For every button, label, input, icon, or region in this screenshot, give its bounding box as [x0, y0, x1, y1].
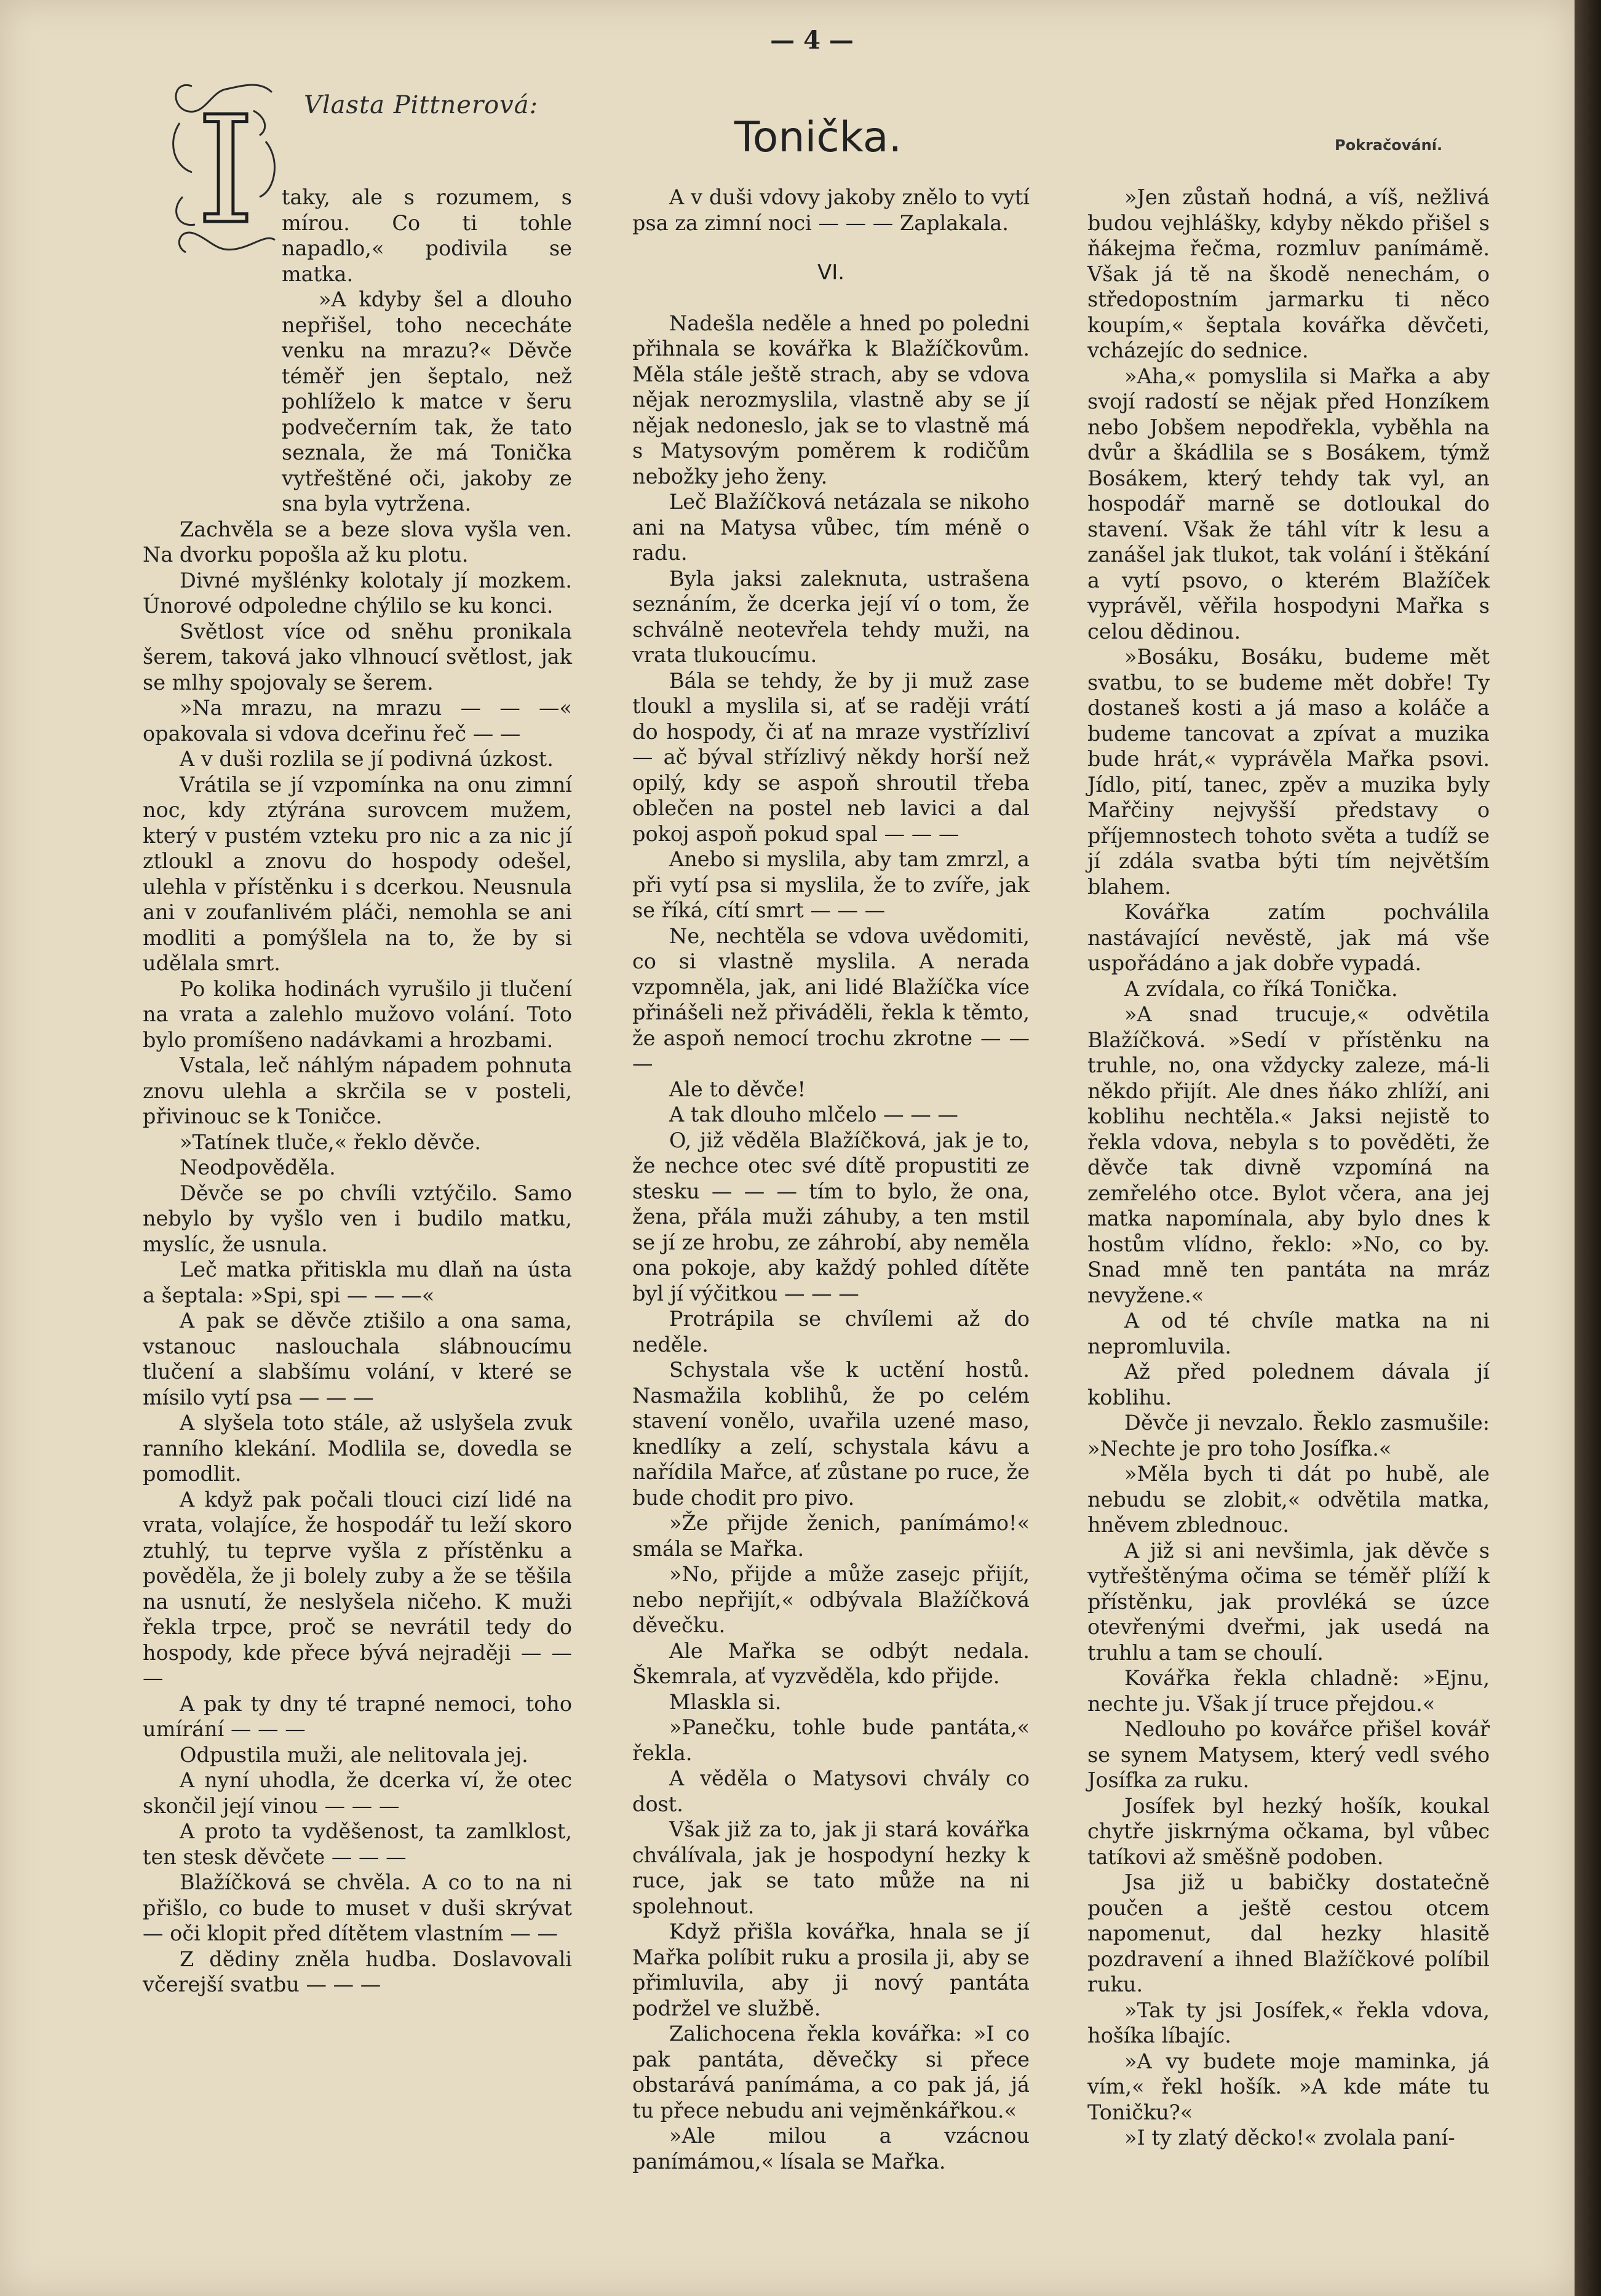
paragraph: »Aha,« pomyslila si Mařka a aby svojí radostí se nějak před Honzíkem nebo Jobšem nepodřekla, vyběhla na dvůr a škádlila se s Bosákem, týmž Bosákem, který tehdy tak vyl, an hospodář marně se dotloukal do stavení. Však že táhl vítr k lesu a zanášel jak tlukot, tak volání i štěkání a vytí psovo, o kterém Blažíček vyprávěl, věřila hospodyni Mařka s celou dědinou. [1087, 364, 1490, 644]
paragraph: A proto ta vyděšenost, ta zamlklost, ten stesk děvčete — — — [143, 1819, 572, 1869]
paragraph: Bála se tehdy, že by ji muž zase tloukl a myslila si, ať se raději vrátí do hospody, či ať na mraze vystřízliví — ač býval střízlivý někdy horší než opilý, kdy se aspoň shroutil třeba oblečen na postel neb lavici a dal pokoj aspoň pokud spal — — — [632, 668, 1030, 846]
paragraph: Až před polednem dávala jí koblihu. [1087, 1360, 1490, 1409]
paragraph: O, již věděla Blažíčková, jak je to, že nechce otec své dítě propustiti ze stesku — — — tím to bylo, že ona, žena, přála muži záhuby, a ten mstil se jí ze hrobu, ze záhrobí, aby neměla ona pokoje, aby každý pohled dítěte byl jí výčitkou — — — [632, 1128, 1030, 1305]
paragraph: »No, přijde a může zasejc přijít, nebo nepřijít,« odbývala Blažíčková děvečku. [632, 1562, 1030, 1637]
paragraph: Anebo si myslila, aby tam zmrzl, a při vytí psa si myslila, že to zvíře, jak se říká, cítí smrt — — — [632, 847, 1030, 922]
text-column-2 [632, 185, 1030, 2174]
paragraph: Nedlouho po kovářce přišel kovář se synem Matysem, který vedl svého Josífka za ruku. [1087, 1717, 1490, 1792]
paragraph: »I ty zlatý děcko!« zvolala paní- [1124, 2126, 1455, 2150]
paragraph: Děvče se po chvíli vztýčilo. Samo nebylo by vyšlo ven i budilo matku, myslíc, že usnula. [143, 1181, 572, 1256]
paragraph: A od té chvíle matka na ni nepromluvila. [1087, 1309, 1490, 1358]
paragraph: Ne, nechtěla se vdova uvědomiti, co si vlastně myslila. A nerada vzpomněla, jak, ani lidé Blažíčka více přinášeli než přiváděli, řekla k těmto, že aspoň nemocí trochu zkrotne — — — [632, 923, 1030, 1075]
paragraph: »Panečku, tohle bude pantáta,« řekla. [632, 1715, 1030, 1765]
paragraph: A již si ani nevšimla, jak děvče s vytřeštěnýma očima se téměř plíží k přístěnku, jak provléká se úzce otevřenými dveřmi, jak usedá na truhlu a tam se choulí. [1087, 1538, 1490, 1665]
page-binding-edge [1575, 0, 1601, 2296]
paragraph: »A snad trucuje,« odvětila Blažíčková. »Sedí v přístěnku na truhle, no, ona vždycky zaleze, má-li někdo přijít. Ale dnes ňáko zhlíží, ani koblihu nechtěla.« Jaksi nejistě to řekla vdova, nebyla s to pověděti, že děvče tak divně vzpomíná na zemřelého otce. Bylot včera, ana jej matka napomínala, aby bylo dnes k hostům vlídno, řeklo: »No, co by. Snad mně ten pantáta na mráz nevyžene.« [1087, 1002, 1490, 1307]
paragraph: »Tatínek tluče,« řeklo děvče. [180, 1130, 481, 1154]
paragraph: »Bosáku, Bosáku, budeme mět svatbu, to se budeme mět dobře! Ty dostaneš kosti a já maso a koláče a budeme tancovat a zpívat a muzika bude hrát,« vyprávěla Mařka psovi. Jídlo, pití, tanec, zpěv a muzika byly Mařčiny nejvyšší představy o příjemnostech tohoto světa a tudíž se jí zdála svatba býti tím největším blahem. [1087, 645, 1490, 899]
paragraph: »Že přijde ženich, panímámo!« smála se Mařka. [632, 1511, 1030, 1561]
paragraph: A pak se děvče ztišilo a ona sama, vstanouc naslouchala slábnoucímu tlučení a slabšímu volání, v které se mísilo vytí psa — — — [143, 1309, 572, 1409]
paragraph: Nadešla neděle a hned po poledni přihnala se kovářka k Blažíčkovům. Měla stále ještě strach, aby se vdova nějak nerozmyslila, vlastně aby se jí nějak nedoneslo, jak se to vlastně má s Matysovým poměrem k rodičům nebožky jeho ženy. [632, 311, 1030, 488]
paragraph: Zachvěla se a beze slova vyšla ven. Na dvorku popošla až ku plotu. [143, 517, 572, 567]
paragraph: »Měla bych ti dát po hubě, ale nebudu se zlobit,« odvětila matka, hněvem zblednouc. [1087, 1462, 1490, 1537]
paragraph: A pak ty dny té trapné nemoci, toho umírání — — — [143, 1691, 572, 1741]
drop-cap-letter: I [196, 84, 255, 257]
paragraph: A nyní uhodla, že dcerka ví, že otec skončil její vinou — — — [143, 1768, 572, 1818]
text-column-1 [143, 185, 572, 2123]
chapter-heading: VI. [817, 260, 845, 285]
paragraph: »Ale milou a vzácnou panímámou,« lísala se Mařka. [632, 2124, 1030, 2174]
paragraph: Světlost více od sněhu pronikala šerem, taková jako vlhnoucí světlost, jak se mlhy spojovaly se šerem. [143, 619, 572, 695]
paragraph: »Jen zůstaň hodná, a víš, nežlivá budou vejhlášky, kdyby někdo přišel s ňákejma řečma, rozmluv panímámě. Však já tě na škodě nenechám, o středopostním jarmarku ti něco koupím,« šeptala kovářka děvčeti, vcházejíc do sednice. [1087, 185, 1490, 362]
paragraph: taky, ale s rozumem, s mírou. Co ti tohle napadlo,« podivila se matka. [282, 185, 572, 286]
paragraph: Ale Mařka se odbýt nedala. Škemrala, ať vyzvěděla, kdo přijde. [632, 1638, 1030, 1688]
paragraph: Neodpověděla. [180, 1155, 336, 1179]
paragraph: Leč Blažíčková netázala se nikoho ani na Matysa vůbec, tím méně o radu. [632, 490, 1030, 565]
paragraph: Jsa již u babičky dostatečně poučen a ještě cestou otcem napomenut, dal hezky hlasitě pozdravení a ihned Blažíčkové políbil ruku. [1087, 1870, 1490, 1996]
paragraph: A v duši vdovy jakoby znělo to vytí psa za zimní noci — — — Zaplakala. [632, 185, 1030, 235]
continued-note: Pokračování. [1335, 137, 1443, 154]
paragraph: »Tak ty jsi Josífek,« řekla vdova, hošíka líbajíc. [1087, 1998, 1490, 2047]
paragraph: Děvče ji nevzalo. Řeklo zasmušile: »Nechte je pro toho Josífka.« [1087, 1411, 1490, 1461]
paragraph: »A vy budete moje maminka, já vím,« řekl hošík. »A kde máte tu Toničku?« [1087, 2049, 1490, 2124]
paragraph: Blažíčková se chvěla. A co to na ni přišlo, co bude to muset v duši skrývat — oči klopit před dítětem vlastním — — [143, 1870, 572, 1945]
paragraph: Mlaskla si. [669, 1689, 782, 1714]
paragraph: »A kdyby šel a dlouho nepřišel, toho nececháte venku na mrazu?« Děvče téměř jen šeptalo, než pohlíželo k matce v šeru podvečerním tak, že tato seznala, že má Tonička vytřeštěné oči, jakoby ze sna byla vytržena. [282, 287, 572, 516]
paragraph: A zvídala, co říká Tonička. [1124, 976, 1398, 1001]
paragraph: Z dědiny zněla hudba. Doslavovali včerejší svatbu — — — [143, 1947, 572, 1996]
page-number: — 4 — [770, 26, 854, 55]
paragraph: Leč matka přitiskla mu dlaň na ústa a šeptala: »Spi, spi — — —« [143, 1258, 572, 1307]
paragraph: A když pak počali tlouci cizí lidé na vrata, volajíce, že hospodář tu leží skoro ztuhlý, tu teprve vyšla z přístěnku a pověděla, že ji bolely zuby a že se těšila na usnutí, že neslyšela ničeho. K muži řekla trpce, proč se nevrátil tedy do hospody, kde přece bývá nejraději — — — [143, 1487, 572, 1690]
paragraph: »Na mrazu, na mrazu — — —« opakovala si vdova dceřinu řeč — — [143, 696, 572, 746]
paragraph: Když přišla kovářka, hnala se jí Mařka políbit ruku a prosila ji, aby se přimluvila, aby ji nový pantáta podržel ve službě. [632, 1919, 1030, 2020]
paragraph: Josífek byl hezký hošík, koukal chytře jiskrnýma očkama, byl vůbec tatíkovi až směšně podoben. [1087, 1793, 1490, 1869]
paragraph: A v duši rozlila se jí podivná úzkost. [180, 747, 554, 771]
paragraph: Po kolika hodinách vyrušilo ji tlučení na vrata a zalehlo mužovo volání. Toto bylo promíšeno nadávkami a hrozbami. [143, 976, 572, 1052]
paragraph: A věděla o Matysovi chvály co dost. [632, 1766, 1030, 1816]
paragraph: Protrápila se chvílemi až do neděle. [632, 1307, 1030, 1357]
paragraph: Byla jaksi zaleknuta, ustrašena seznáním, že dcerka její ví o tom, že schválně neotevřela tehdy muži, na vrata tlukoucímu. [632, 566, 1030, 667]
paragraph: Vstala, leč náhlým nápadem pohnuta znovu ulehla a skrčila se v posteli, přivinouc se k Toničce. [143, 1053, 572, 1128]
paragraph: Kovářka řekla chladně: »Ejnu, nechte ju. Však jí truce přejdou.« [1087, 1666, 1490, 1716]
paragraph: Kovářka zatím pochválila nastávající nevěstě, jak má vše uspořádáno a jak dobře vypadá. [1087, 900, 1490, 975]
paragraph: Však již za to, jak ji stará kovářka chválívala, jak je hospodyní hezky k ruce, jak se tato může na ni spolehnout. [632, 1817, 1030, 1918]
text-column-3 [1087, 185, 1490, 2150]
paragraph: Schystala vše k uctění hostů. Nasmažila koblihů, že po celém stavení vonělo, uvařila uzené maso, knedlíky a zelí, schystala kávu a nařídila Mařce, ať zůstane po ruce, že bude chodit pro pivo. [632, 1358, 1030, 1510]
paragraph: A slyšela toto stále, až uslyšela zvuk ranního klekání. Modlila se, dovedla se pomodlit. [143, 1411, 572, 1486]
paragraph: Ale to děvče! [669, 1077, 806, 1101]
author-name: Vlasta Pittnerová: [304, 91, 539, 119]
paragraph: Odpustila muži, ale nelitovala jej. [180, 1742, 528, 1767]
paragraph: A tak dlouho mlčelo — — — [669, 1102, 958, 1126]
story-title: Tonička. [734, 113, 902, 162]
paragraph: Divné myšlénky kolotaly jí mozkem. Únorové odpoledne chýlilo se ku konci. [143, 568, 572, 618]
paragraph: Zalichocena řekla kovářka: »I co pak pantáta, děvečky si přece obstarává panímáma, a co pak já, já tu přece nebudu ani vejměnkářkou.« [632, 2022, 1030, 2123]
paragraph: Vrátila se jí vzpomínka na onu zimní noc, kdy ztýrána surovcem mužem, který v pustém vzteku pro nic a za nic jí ztloukl a znovu do hospody odešel, ulehla v přístěnku i s dcerkou. Neusnula ani v zoufanlivém pláči, nemohla se ani modliti a pomýšlela na to, že by si udělala smrt. [143, 772, 572, 975]
